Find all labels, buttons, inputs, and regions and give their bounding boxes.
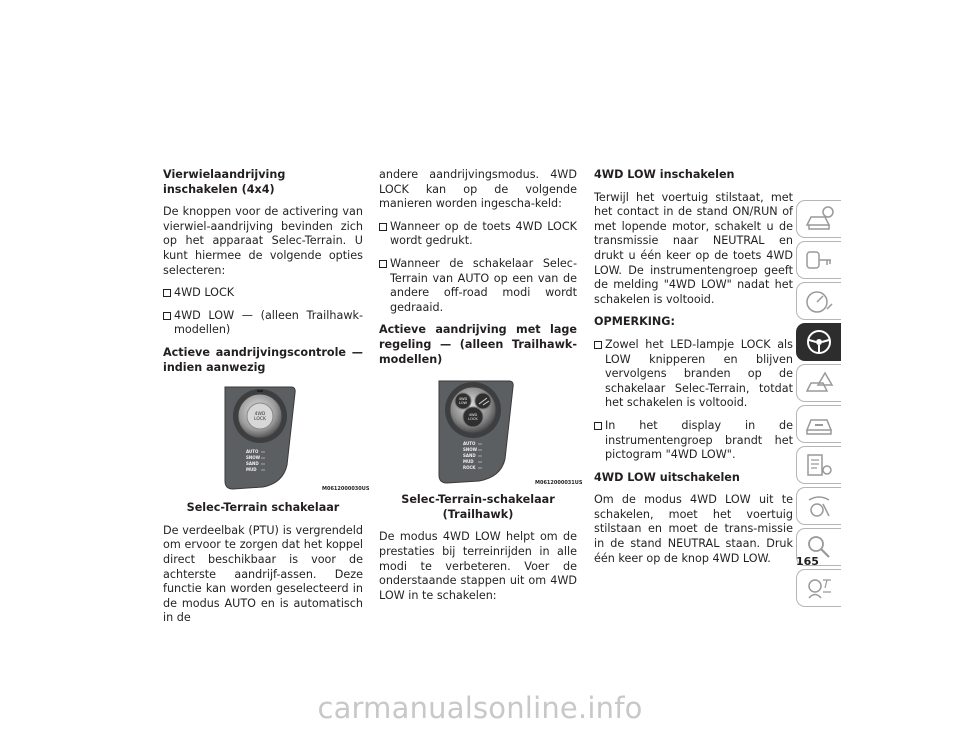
knob-label: LOCK	[254, 417, 266, 423]
car-warning-icon	[803, 369, 835, 397]
watermark: carmanualsonline.info	[317, 691, 643, 725]
bullet-list	[379, 220, 577, 316]
list-item	[594, 419, 793, 463]
dashboard-gauge-icon	[803, 287, 835, 315]
note-heading: OPMERKING:	[594, 315, 675, 329]
section-heading: 4WD LOW uitschakelen	[594, 470, 740, 484]
selec-terrain-figure	[163, 383, 370, 495]
mode-label: ROCK	[463, 465, 476, 471]
checkbox-bullet-icon	[163, 289, 171, 297]
paragraph: De modus 4WD LOW helpt om de prestaties bij terreinrijden in alle modi te verbeteren. Voer de onderstaande stappen uit om 4WD LOW in te schakelen:	[379, 530, 577, 602]
bullet-list	[163, 286, 363, 338]
list-item-text: 4WD LOCK	[174, 286, 235, 300]
figure-code: M0612000031US	[535, 480, 583, 487]
chapter-tab-driving[interactable]	[796, 323, 841, 361]
mode-label: AUTO	[246, 449, 259, 455]
multimedia-icon	[803, 492, 835, 520]
selec-terrain-switch-illustration	[163, 383, 363, 495]
mode-label: SAND	[246, 461, 259, 467]
list-item-text: Wanneer op de toets 4WD LOCK wordt gedrukt.	[390, 219, 577, 248]
chapter-tab-service[interactable]	[796, 405, 841, 443]
list-item	[379, 257, 577, 315]
list-item	[379, 220, 577, 249]
paragraph: andere aandrijvingsmodus. 4WD LOCK kan op de volgende manieren worden ingescha-keld:	[379, 168, 577, 211]
mode-label: SNOW	[246, 455, 261, 461]
paragraph: Terwijl het voertuig stilstaat, met het contact in de stand ON/RUN of met lopende motor, schakelt u de transmissie naar NEUTRAL en drukt u één keer op de toets 4WD LOW. De instrumentengroep geeft de melding "4WD LOW" nadat het schakelen is voltooid.	[594, 190, 793, 306]
language-icon	[803, 574, 835, 602]
checkbox-bullet-icon	[594, 422, 602, 430]
chapter-tab-dashboard[interactable]	[796, 282, 841, 320]
selec-terrain-trailhawk-figure	[379, 375, 583, 487]
bullet-list	[594, 338, 793, 463]
mode-label: MUD	[246, 467, 257, 473]
list-item	[163, 309, 363, 338]
chapter-tab-car-info[interactable]	[796, 200, 841, 238]
paragraph: De knoppen voor de activering van vierwiel-aandrijving bevinden zich op het apparaat Selec-Terrain. U kunt hiermee de volgende opties selecteren:	[163, 205, 363, 277]
column-3	[594, 168, 793, 574]
list-item-text: Wanneer de schakelaar Selec-Terrain van AUTO op een van de andere off-road modi wordt gedraaid.	[390, 256, 577, 314]
checkbox-bullet-icon	[379, 260, 387, 268]
figure-caption: Selec-Terrain schakelaar	[186, 501, 340, 515]
mode-label: MUD	[463, 459, 474, 465]
list-item-text: Zowel het LED-lampje LOCK als LOW knipperen en blijven vervolgens branden op de schakelaar Selec-Terrain, totdat het schakelen is voltooid.	[605, 337, 793, 410]
paragraph: De verdeelbak (PTU) is vergrendeld om ervoor te zorgen dat het koppel direct beschikbaar is voor de achterste aandrijf-assen. Deze functie kan worden geselecteerd in de modus AUTO en is automatisch in de	[163, 523, 363, 625]
chapter-tab-keys[interactable]	[796, 241, 841, 279]
section-heading: Actieve aandrijving met lage regeling — (alleen Trailhawk-modellen)	[379, 323, 577, 366]
chapter-tab-maintenance[interactable]	[796, 446, 841, 484]
car-service-icon	[803, 410, 835, 438]
section-heading: 4WD LOW inschakelen	[594, 168, 735, 181]
list-item	[594, 338, 793, 411]
steering-wheel-icon	[803, 328, 835, 356]
button-label: LOW	[458, 401, 468, 406]
checkbox-bullet-icon	[163, 312, 171, 320]
button-label: LOCK	[468, 417, 478, 422]
column-1	[163, 168, 370, 634]
chapter-tab-emergency[interactable]	[796, 364, 841, 402]
button-label: 4WD	[468, 413, 478, 418]
list-item-text: In het display in de instrumentengroep brandt het pictogram "4WD LOW".	[605, 418, 793, 462]
list-item	[163, 286, 363, 301]
section-heading: Actieve aandrijvingscontrole — indien aanwezig	[163, 345, 363, 374]
knob-label: 4WD	[254, 412, 266, 418]
button-label: 4WD	[458, 397, 468, 402]
car-info-icon	[803, 205, 835, 233]
figure-caption: Selec-Terrain-schakelaar (Trailhawk)	[401, 493, 555, 521]
column-2	[379, 168, 583, 611]
section-heading: Vierwielaandrijving inschakelen (4x4)	[163, 168, 286, 196]
chapter-tab-multimedia[interactable]	[796, 487, 841, 525]
maintenance-list-icon	[803, 451, 835, 479]
mode-label: SAND	[463, 453, 476, 459]
page-number: 165	[796, 555, 819, 568]
chapter-tab-bar	[796, 200, 842, 610]
checkbox-bullet-icon	[379, 223, 387, 231]
selec-terrain-trailhawk-switch-illustration	[379, 375, 577, 487]
mode-label: SNOW	[463, 447, 478, 453]
checkbox-bullet-icon	[594, 341, 602, 349]
list-item-text: 4WD LOW — (alleen Trailhawk-modellen)	[174, 308, 363, 337]
car-key-icon	[803, 246, 835, 274]
figure-code: M0612000030US	[322, 486, 370, 493]
mode-label: AUTO	[463, 441, 476, 447]
paragraph: Om de modus 4WD LOW uit te schakelen, moet het voertuig stilstaan en moet de trans-missie in de stand NEUTRAL staan. Druk één keer op de knop 4WD LOW.	[594, 493, 793, 565]
chapter-tab-language[interactable]	[796, 569, 841, 607]
